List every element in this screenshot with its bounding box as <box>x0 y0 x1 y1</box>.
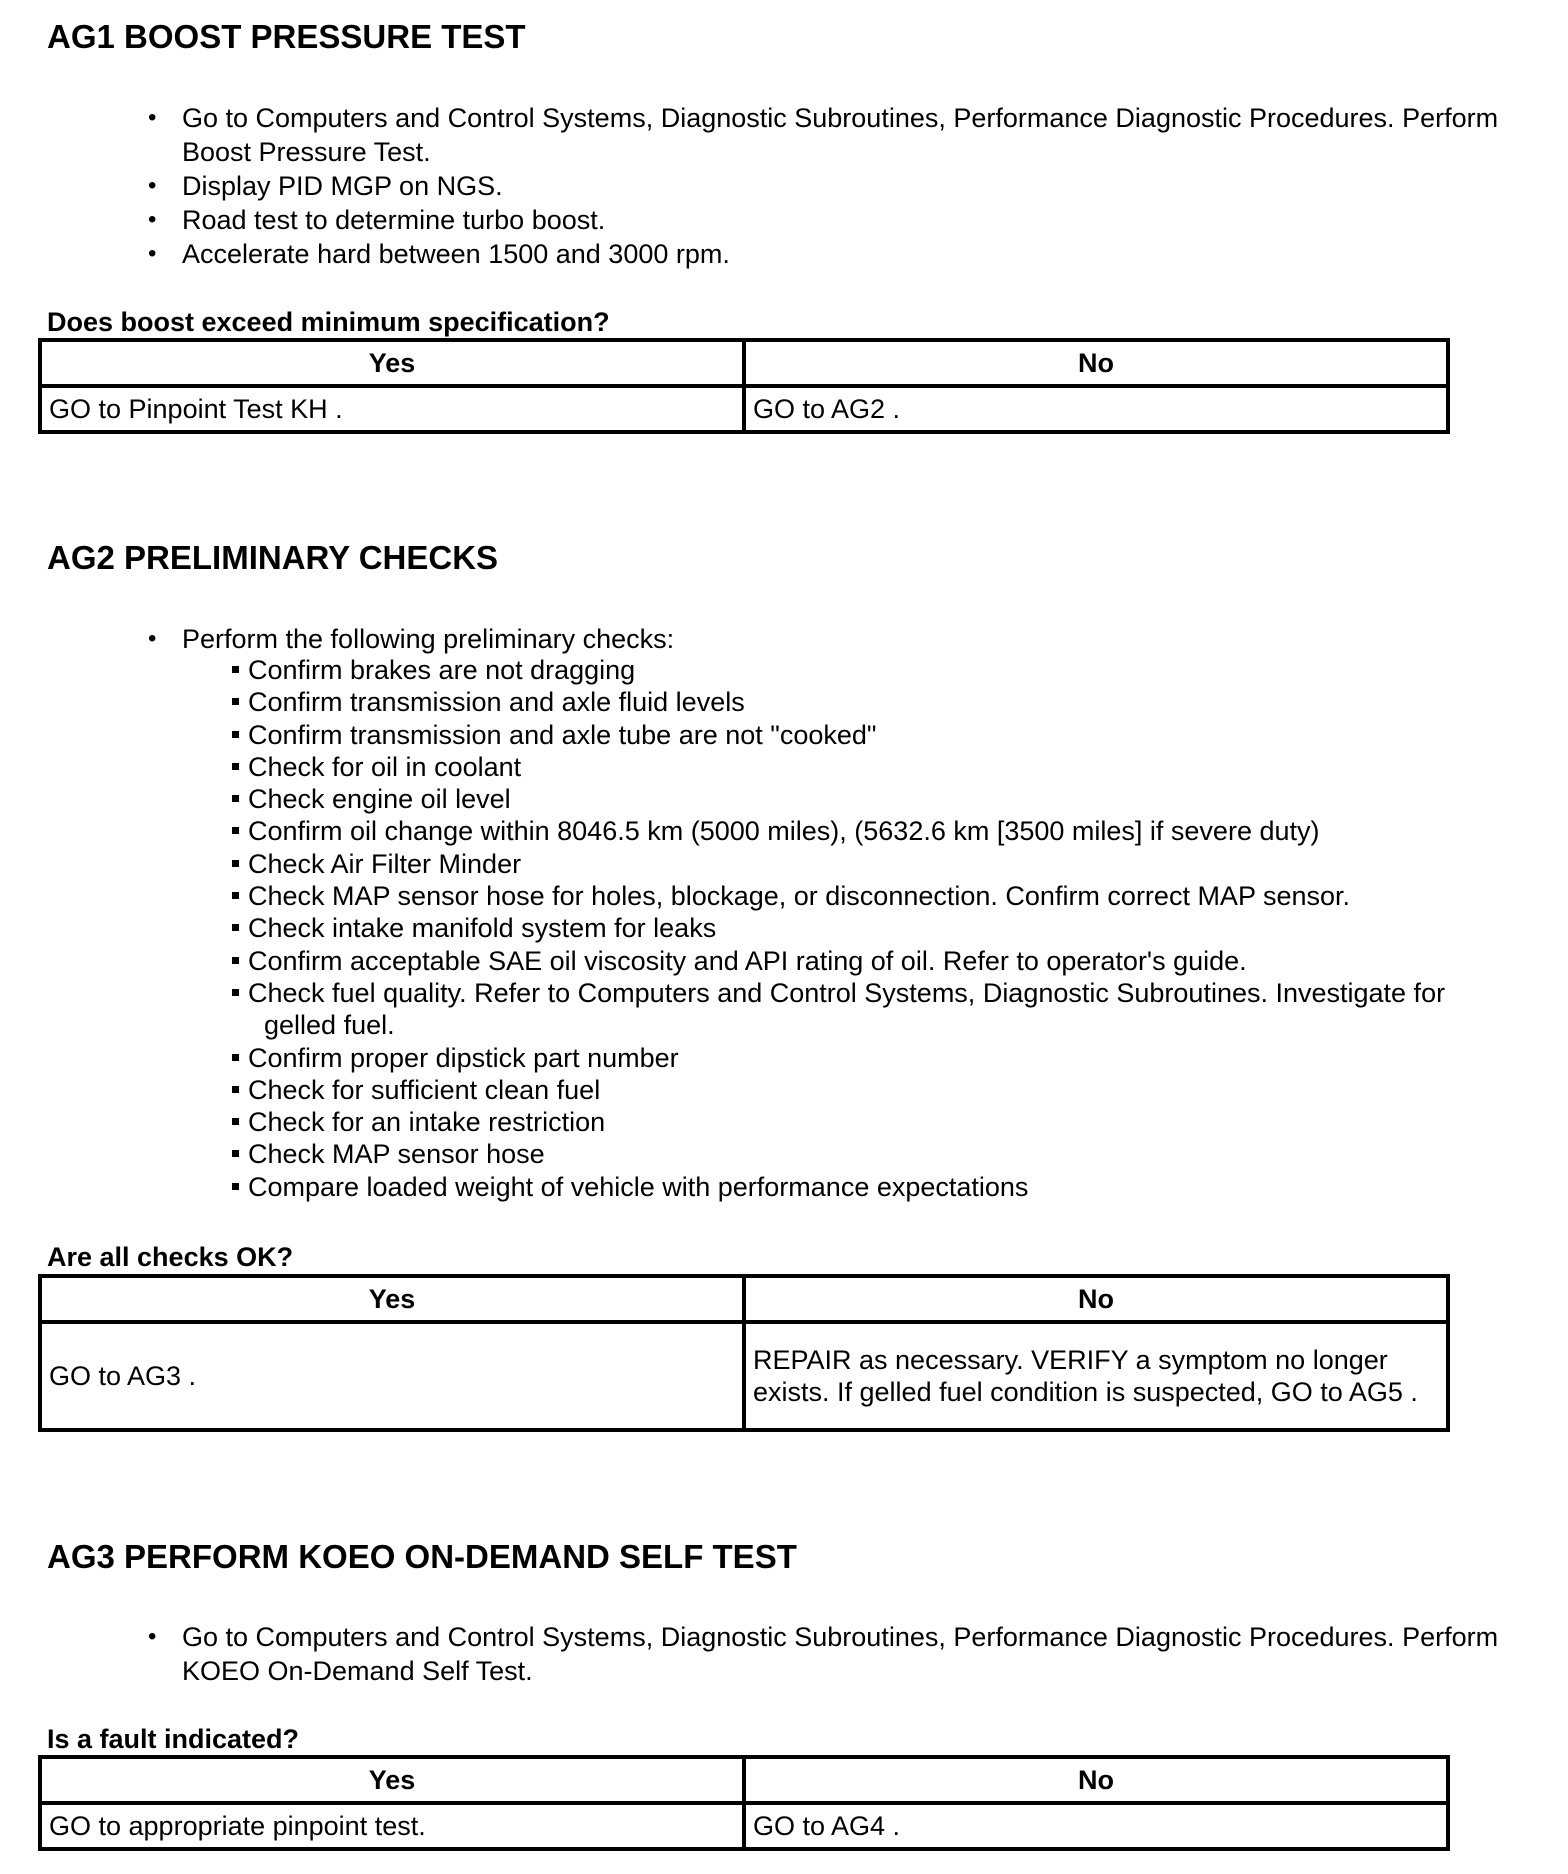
question-ag2: Are all checks OK? <box>47 1242 294 1272</box>
answer-table-ag1 <box>38 338 1450 434</box>
bullet-text: Go to Computers and Control Systems, Diagnostic Subroutines, Performance Diagnostic Procedures. Perform Boost Pressure Test. <box>182 103 1499 167</box>
subbullet-text: Check fuel quality. Refer to Computers and Control Systems, Diagnostic Subroutines. Investigate for gelled fuel. <box>248 977 1446 1041</box>
table-header-row <box>40 340 1448 386</box>
list-item <box>232 751 1532 783</box>
list-item <box>232 686 1532 718</box>
subbullet-text: Check for an intake restriction <box>248 1107 606 1138</box>
list-item <box>232 1171 1532 1203</box>
list-item <box>232 783 1532 815</box>
square-bullet-icon <box>232 892 239 899</box>
subbullet-text: Confirm oil change within 8046.5 km (5000 miles), (5632.6 km [3500 miles] if severe duty) <box>248 816 1320 847</box>
list-item <box>232 1138 1532 1170</box>
no-header: No <box>744 1757 1448 1803</box>
no-header: No <box>744 1276 1448 1322</box>
square-bullet-icon <box>232 924 239 931</box>
question-ag3: Is a fault indicated? <box>47 1724 300 1754</box>
list-item: • Go to Computers and Control Systems, Diagnostic Subroutines, Performance Diagnostic Procedures. Perform KOEO On-Demand Self Test. <box>148 1620 1518 1688</box>
square-bullet-icon <box>232 1086 239 1093</box>
yes-cell: GO to appropriate pinpoint test. <box>40 1803 744 1849</box>
subbullet-text: Confirm brakes are not dragging <box>248 655 636 685</box>
bullet-text: Road test to determine turbo boost. <box>182 205 606 235</box>
no-cell: GO to AG2 . <box>744 386 1448 432</box>
subbullet-text: Check intake manifold system for leaks <box>248 913 717 944</box>
list-item <box>232 848 1532 880</box>
bullet-text: Display PID MGP on NGS. <box>182 171 503 201</box>
subbullet-text: Check Air Filter Minder <box>248 848 522 879</box>
section-heading-ag3: AG3 PERFORM KOEO ON-DEMAND SELF TEST <box>47 1538 797 1575</box>
subbullet-text: Check for sufficient clean fuel <box>248 1074 601 1105</box>
list-item <box>232 945 1532 977</box>
list-item <box>232 912 1532 944</box>
square-bullet-icon <box>232 1054 239 1061</box>
square-bullet-icon <box>232 827 239 834</box>
subbullet-text: Confirm transmission and axle tube are not "cooked" <box>248 719 877 750</box>
table-header-row <box>40 1276 1448 1322</box>
bullet-text: Go to Computers and Control Systems, Diagnostic Subroutines, Performance Diagnostic Procedures. Perform KOEO On-Demand Self Test. <box>182 1622 1499 1686</box>
yes-header: Yes <box>40 1757 744 1803</box>
bullet-list-ag3 <box>148 1620 1518 1688</box>
bullet-list-ag1 <box>148 101 1518 271</box>
no-header: No <box>744 340 1448 386</box>
square-bullet-icon <box>232 763 239 770</box>
yes-cell: GO to AG3 . <box>40 1322 744 1430</box>
list-item <box>232 654 1532 686</box>
subbullet-text: Confirm proper dipstick part number <box>248 1042 679 1073</box>
subbullet-text: Check MAP sensor hose for holes, blockage, or disconnection. Confirm correct MAP sensor. <box>248 881 1351 912</box>
no-cell: GO to AG4 . <box>744 1803 1448 1849</box>
subbullet-text: Compare loaded weight of vehicle with performance expectations <box>248 1171 1029 1202</box>
subbullet-text: Confirm acceptable SAE oil viscosity and API rating of oil. Refer to operator's guide. <box>248 945 1247 976</box>
list-item: • Go to Computers and Control Systems, Diagnostic Subroutines, Performance Diagnostic Procedures. Perform Boost Pressure Test. <box>148 101 1518 169</box>
yes-header: Yes <box>40 1276 744 1322</box>
square-bullet-icon <box>232 1118 239 1125</box>
subbullet-text: Check for oil in coolant <box>248 751 522 782</box>
list-item <box>232 1042 1532 1074</box>
section-heading-ag2: AG2 PRELIMINARY CHECKS <box>47 539 499 576</box>
list-item: • Display PID MGP on NGS. <box>148 169 1518 203</box>
yes-header: Yes <box>40 340 744 386</box>
section-heading-ag1: AG1 BOOST PRESSURE TEST <box>47 18 526 55</box>
square-bullet-icon <box>232 698 239 705</box>
subbullet-list-ag2 <box>232 654 1532 1203</box>
list-item <box>232 815 1532 847</box>
list-item: • Perform the following preliminary checks: <box>148 622 1518 656</box>
list-item <box>232 1074 1532 1106</box>
bullet-list-ag2 <box>148 622 1518 656</box>
answer-table-ag3 <box>38 1755 1450 1851</box>
square-bullet-icon <box>232 989 239 996</box>
subbullet-text: Check engine oil level <box>248 784 511 815</box>
no-cell: REPAIR as necessary. VERIFY a symptom no longer exists. If gelled fuel condition is suspected, GO to AG5 . <box>744 1322 1448 1430</box>
square-bullet-icon <box>232 666 239 673</box>
square-bullet-icon <box>232 1183 239 1190</box>
bullet-text: Perform the following preliminary checks: <box>182 624 675 654</box>
question-ag1: Does boost exceed minimum specification? <box>47 307 610 337</box>
square-bullet-icon <box>232 1150 239 1157</box>
square-bullet-icon <box>232 860 239 867</box>
table-row <box>40 1322 1448 1430</box>
subbullet-text: Confirm transmission and axle fluid levels <box>248 687 745 718</box>
square-bullet-icon <box>232 795 239 802</box>
list-item <box>232 719 1532 751</box>
list-item <box>232 880 1532 912</box>
list-item <box>232 977 1532 1042</box>
list-item: • Accelerate hard between 1500 and 3000 rpm. <box>148 237 1518 271</box>
square-bullet-icon <box>232 957 239 964</box>
table-header-row <box>40 1757 1448 1803</box>
list-item <box>232 1106 1532 1138</box>
bullet-text: Accelerate hard between 1500 and 3000 rpm. <box>182 239 730 269</box>
yes-cell: GO to Pinpoint Test KH . <box>40 386 744 432</box>
table-row <box>40 386 1448 432</box>
answer-table-ag2 <box>38 1274 1450 1432</box>
list-item: • Road test to determine turbo boost. <box>148 203 1518 237</box>
table-row <box>40 1803 1448 1849</box>
square-bullet-icon <box>232 731 239 738</box>
subbullet-text: Check MAP sensor hose <box>248 1139 545 1170</box>
